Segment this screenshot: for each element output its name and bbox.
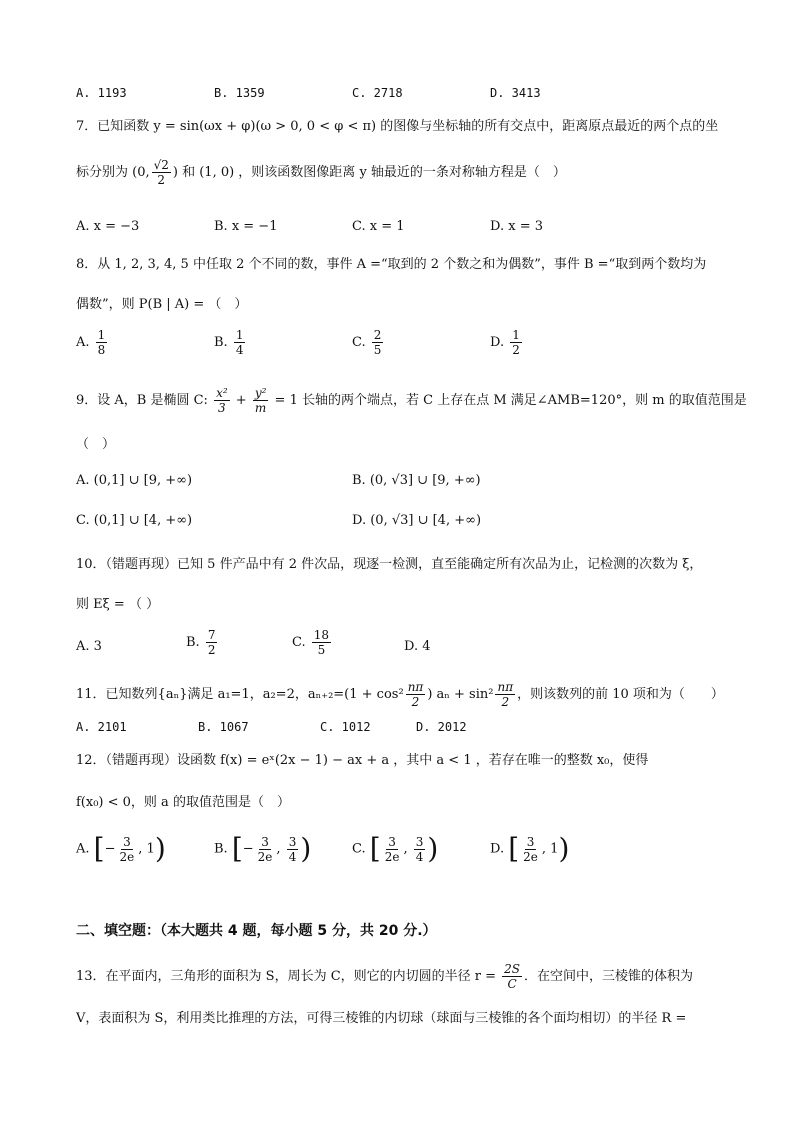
q7-stem-line1: 7．已知函数 y = sin(ωx + φ)(ω > 0, 0 < φ < π) 的图像与坐标轴的所有交点中，距离原点最近的两个点的坐 [76, 119, 719, 134]
q8-option-a-frac [96, 328, 108, 357]
frac [256, 835, 275, 864]
frac-den: 2e [119, 849, 135, 864]
q8-option-b-frac [234, 328, 246, 357]
frac-den: 8 [97, 343, 106, 357]
q12-option-b-letter: B. [214, 841, 228, 857]
q12-option-c-letter: C. [352, 841, 366, 857]
q12-options [76, 834, 776, 878]
q8-option-a-letter: A. [76, 335, 90, 350]
q9-options-row1 [76, 470, 776, 498]
q10-option-c-letter: C. [292, 635, 306, 650]
frac [383, 835, 402, 864]
q8-options [76, 328, 776, 368]
q9-text-a: 9．设 A，B 是椭圆 C: [76, 393, 213, 408]
q8-option-b-letter: B. [214, 335, 228, 350]
q13-stem-line2: V，表面积为 S，利用类比推理的方法，可得三棱锥的内切球（球面与三棱锥的各个面均相切）的半径 R = [76, 1011, 687, 1026]
frac-den: 2e [384, 849, 400, 864]
q12-stem-line1: 12．（错题再现）设函数 f(x) = eˣ(2x − 1) − ax + a ，其中 a < 1 ，若存在唯一的整数 x₀，使得 [76, 753, 649, 768]
q7-text-a: 标分别为 (0, [76, 165, 150, 180]
q10-option-b-letter: B. [186, 635, 200, 650]
frac-num: 3 [261, 834, 269, 849]
q12-stem-line2: f(x₀) < 0，则 a 的取值范围是（ ） [76, 795, 290, 810]
q7-option-c: C. x = 1 [352, 219, 405, 234]
frac-den: 5 [317, 643, 326, 657]
q10-option-a: A. 3 [76, 639, 102, 654]
frac-num: 2 [373, 328, 382, 342]
frac-den: m [254, 401, 267, 415]
q11-stem-line1 [76, 680, 754, 709]
minus-sign: − [104, 841, 116, 857]
q9-option-c: C. (0,1] ∪ [4, +∞) [76, 513, 193, 528]
q9-stem-line1 [76, 386, 754, 415]
q9-option-a: A. (0,1] ∪ [9, +∞) [76, 473, 193, 488]
q9-text-b: = 1 长轴的两个端点，若 C 上存在点 M 满足∠AMB=120°，则 m 的取值范围是 [270, 393, 747, 408]
frac-den: 2 [207, 643, 216, 657]
q7-fraction [152, 158, 171, 187]
q8-option-b [214, 328, 247, 357]
right-bracket: ) [558, 832, 570, 865]
rest: , [276, 841, 285, 857]
q9-option-d: D. (0, √3] ∪ [4, +∞) [352, 513, 482, 528]
q11-frac-2 [495, 680, 515, 709]
q11-option-d: D. 2012 [416, 720, 467, 734]
frac-num: 1 [512, 328, 520, 342]
q6-options [76, 82, 776, 110]
frac-num: nπ [497, 680, 514, 694]
frac-den: 2 [501, 695, 510, 709]
q10-option-c [292, 628, 333, 657]
q10-option-c-frac [312, 628, 331, 657]
frac-num: 3 [388, 834, 396, 849]
left-bracket: [ [231, 832, 243, 865]
q6-option-c: C. 2718 [352, 86, 403, 100]
q12-option-a-letter: A. [76, 841, 90, 857]
q6-option-a: A. 1193 [76, 86, 127, 100]
frac [118, 835, 137, 864]
q9-stem-line2: （ ） [76, 437, 116, 452]
frac-num: 3 [526, 834, 535, 849]
q8-option-a [76, 328, 109, 357]
q8-option-d [490, 328, 524, 357]
frac-num: 1 [97, 328, 106, 342]
q10-option-d: D. 4 [404, 639, 431, 654]
q10-stem-line2: 则 Eξ = （ ） [76, 597, 160, 612]
q7-option-d: D. x = 3 [490, 219, 543, 234]
q10-stem-line1: 10．（错题再现）已知 5 件产品中有 2 件次品，现逐一检测，直至能确定所有次品为止，记检测的次数为 ξ， [76, 557, 703, 572]
q9-option-b: B. (0, √3] ∪ [9, +∞) [352, 473, 481, 488]
left-bracket: [ [369, 832, 381, 865]
q10-option-b [186, 628, 219, 657]
frac-den: 4 [235, 343, 244, 357]
frac-2 [414, 835, 426, 864]
q9-plus: + [231, 393, 251, 408]
frac-num: 3 [288, 834, 297, 849]
q12-option-c [352, 834, 438, 864]
q10-option-b-frac [206, 628, 218, 657]
q11-option-c: C. 1012 [320, 720, 371, 734]
rest: , 1 [138, 841, 155, 857]
frac-den: 2e [257, 849, 273, 864]
frac-num: 7 [207, 628, 216, 642]
q7-option-a: A. x = −3 [76, 219, 140, 234]
right-bracket: ) [427, 832, 439, 865]
q11-options [76, 716, 776, 744]
q9-options-row2 [76, 510, 776, 538]
frac [521, 835, 540, 864]
q7-text-b: ) 和 (1, 0) ，则该函数图像距离 y 轴最近的一条对称轴方程是（ ） [172, 165, 566, 180]
q13-frac [502, 962, 522, 991]
q6-option-b: B. 1359 [214, 86, 265, 100]
frac-den: 5 [373, 343, 382, 357]
q11-frac-1 [406, 680, 426, 709]
frac-num: nπ [407, 680, 424, 694]
q7-options [76, 216, 776, 244]
q8-stem-line1: 8．从 1, 2, 3, 4, 5 中任取 2 个不同的数，事件 A =“取到的 2 个数之和为偶数”，事件 B =“取到两个数均为 [76, 257, 707, 272]
q10-options [76, 628, 776, 668]
q13-text-b: ．在空间中，三棱锥的体积为 [524, 969, 694, 984]
q8-option-c-frac [372, 328, 384, 357]
frac-den: 3 [218, 401, 226, 415]
frac-den: 2 [512, 343, 520, 357]
q7-frac-num: √2 [153, 158, 169, 172]
q11-text-c: ，则该数列的前 10 项和为（ ） [517, 687, 724, 702]
q12-option-d [490, 834, 569, 864]
q8-stem-line2: 偶数”，则 P(B | A) = （ ） [76, 297, 248, 312]
q7-frac-den: 2 [157, 173, 166, 187]
q12-option-b [214, 834, 311, 864]
frac-2 [287, 835, 299, 864]
q6-option-d: D. 3413 [490, 86, 541, 100]
left-bracket: [ [508, 832, 520, 865]
frac-num: x² [216, 386, 228, 400]
right-bracket: ) [154, 832, 166, 865]
frac-den: 4 [415, 849, 424, 864]
rest: , 1 [541, 841, 559, 857]
section-2-title: 二、填空题：（本大题共 4 题，每小题 5 分，共 20 分.） [76, 923, 437, 939]
frac-num: y² [254, 386, 267, 400]
q9-frac-y [253, 386, 269, 415]
right-bracket: ) [300, 832, 312, 865]
frac-den: C [507, 977, 517, 991]
frac-num: 3 [415, 834, 424, 849]
q7-stem-line2 [76, 158, 754, 187]
q11-text-a: 11．已知数列{aₙ}满足 a₁=1，a₂=2，aₙ₊₂=(1 + cos² [76, 687, 404, 702]
frac-num: 2S [504, 962, 521, 976]
frac-num: 3 [123, 834, 131, 849]
minus-sign: − [242, 841, 254, 857]
frac-den: 2 [411, 695, 420, 709]
q8-option-d-frac [510, 328, 522, 357]
q11-option-b: B. 1067 [198, 720, 249, 734]
q11-option-a: A. 2101 [76, 720, 127, 734]
left-bracket: [ [93, 832, 105, 865]
q12-option-a [76, 834, 166, 864]
frac-den: 4 [288, 849, 297, 864]
frac-num: 1 [235, 328, 244, 342]
frac-num: 18 [313, 628, 330, 642]
q13-stem-line1 [76, 962, 754, 991]
q8-option-c [352, 328, 385, 357]
q9-frac-x [214, 386, 230, 415]
q11-text-b: ) aₙ + sin² [427, 687, 494, 702]
q8-option-d-letter: D. [490, 335, 505, 350]
q12-option-d-letter: D. [490, 841, 505, 857]
q7-option-b: B. x = −1 [214, 219, 278, 234]
rest: , [403, 841, 412, 857]
frac-den: 2e [523, 849, 538, 864]
q13-text-a: 13．在平面内，三角形的面积为 S，周长为 C，则它的内切圆的半径 r = [76, 969, 501, 984]
q8-option-c-letter: C. [352, 335, 366, 350]
